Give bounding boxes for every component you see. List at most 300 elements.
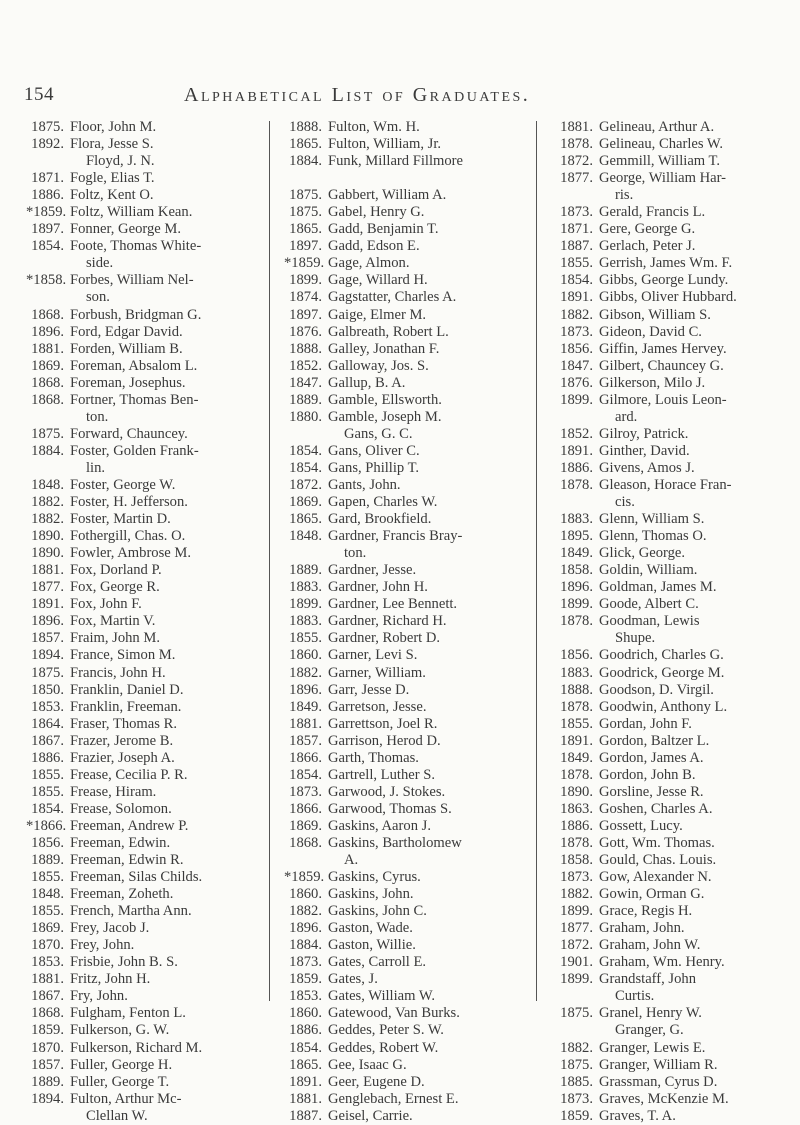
graduation-year: 1852. — [289, 357, 322, 374]
graduate-entry — [26, 426, 256, 443]
graduation-year: 1868. — [289, 834, 322, 851]
graduation-year: 1867. — [31, 732, 64, 749]
graduation-year: *1858. — [26, 272, 67, 289]
graduate-name: Goode, Albert C. — [599, 596, 699, 613]
graduate-entry — [26, 971, 256, 988]
graduate-name: Geddes, Peter S. W. — [328, 1022, 444, 1039]
graduate-name: Franklin, Daniel D. — [70, 681, 184, 698]
graduate-name: Gans, Oliver C. — [328, 442, 420, 459]
graduate-entry — [26, 1074, 256, 1091]
graduation-year: 1878. — [560, 766, 593, 783]
graduate-name: Gage, Almon. — [328, 255, 410, 272]
graduate-name: Gelineau, Arthur A. — [599, 119, 715, 135]
graduation-year: 1868. — [31, 391, 64, 408]
column-2 — [284, 119, 524, 1125]
graduate-entry — [284, 341, 524, 358]
graduate-name: Gardner, Richard H. — [328, 613, 447, 630]
graduate-name: Gatewood, Van Burks. — [328, 1005, 460, 1022]
graduate-entry — [26, 528, 256, 545]
graduation-year: 1858. — [560, 852, 593, 869]
graduate-entry — [284, 1074, 524, 1091]
graduation-year: 1887. — [560, 238, 593, 255]
graduation-year: 1901. — [560, 954, 593, 971]
graduate-entry — [284, 613, 524, 630]
graduation-year: 1882. — [289, 664, 322, 681]
graduate-entry — [555, 1108, 787, 1125]
graduate-entry — [555, 460, 787, 477]
graduation-year: 1884. — [289, 937, 322, 954]
graduation-year: 1868. — [31, 1005, 64, 1022]
graduation-year: 1865. — [289, 221, 322, 238]
graduation-year: 1855. — [31, 783, 64, 800]
graduate-entry — [26, 358, 256, 375]
graduate-name: Galloway, Jos. S. — [328, 357, 429, 374]
graduate-entry — [26, 238, 256, 255]
graduation-year: 1896. — [31, 613, 64, 630]
graduate-entry — [555, 818, 787, 835]
graduate-entry — [555, 153, 787, 170]
graduate-name: Gaskins, John C. — [328, 903, 427, 920]
entry-continuation: lin. — [86, 459, 106, 476]
graduation-year: 1854. — [289, 459, 322, 476]
graduate-entry — [26, 750, 256, 767]
graduation-year: 1873. — [560, 323, 593, 340]
graduation-year: *1866. — [26, 817, 67, 834]
graduate-entry — [284, 647, 524, 664]
graduate-entry — [26, 1040, 256, 1057]
graduate-name: Geisel, Carrie. — [328, 1107, 413, 1124]
graduate-entry — [284, 528, 524, 545]
graduate-name: Garrison, Herod D. — [328, 732, 441, 749]
graduate-entry — [555, 289, 787, 306]
graduation-year: 1899. — [289, 272, 322, 289]
graduate-name: Genglebach, Ernest E. — [328, 1090, 459, 1107]
entry-continuation: Clellan W. — [86, 1107, 148, 1124]
graduation-year: 1880. — [289, 408, 322, 425]
graduate-entry — [284, 920, 524, 937]
graduation-year: 1878. — [560, 834, 593, 851]
graduation-year: 1873. — [289, 783, 322, 800]
graduate-name: Gardner, Francis Bray- — [328, 528, 463, 545]
graduation-year: 1882. — [560, 1039, 593, 1056]
graduation-year: 1867. — [31, 988, 64, 1005]
graduate-name: Gaskins, John. — [328, 886, 414, 903]
graduate-name: Funk, Millard Fillmore — [328, 153, 463, 170]
graduate-entry — [26, 716, 256, 733]
graduate-name: Goodman, Lewis — [599, 613, 700, 630]
graduate-name: Gilbert, Chauncey G. — [599, 357, 724, 374]
graduate-name: Goodrick, George M. — [599, 664, 725, 681]
graduate-entry — [555, 613, 787, 630]
graduate-name: Frazer, Jerome B. — [70, 732, 174, 749]
graduate-name: Gordan, John F. — [599, 715, 692, 732]
graduation-year: 1897. — [289, 306, 322, 323]
graduate-entry — [555, 647, 787, 664]
graduation-year: 1883. — [289, 579, 322, 596]
graduation-year: 1890. — [560, 783, 593, 800]
graduation-year: 1848. — [289, 528, 322, 545]
graduate-name: Gapen, Charles W. — [328, 494, 438, 511]
graduate-name: Gow, Alexander N. — [599, 869, 712, 886]
graduate-name: Frey, Jacob J. — [70, 920, 150, 937]
graduate-entry — [284, 869, 524, 886]
graduation-year: 1870. — [31, 1039, 64, 1056]
graduate-entry — [555, 1074, 787, 1091]
graduate-name: Frease, Cecilia P. R. — [70, 766, 188, 783]
graduate-name: Graham, John. — [599, 920, 685, 937]
graduate-entry — [555, 324, 787, 341]
graduation-year: 1889. — [289, 562, 322, 579]
letter-spacer — [284, 170, 524, 187]
graduation-year: 1882. — [560, 886, 593, 903]
graduate-entry — [26, 903, 256, 920]
graduate-entry — [555, 170, 787, 187]
page-header — [24, 80, 740, 110]
graduate-entry — [284, 494, 524, 511]
column-1 — [26, 119, 256, 1125]
graduate-entry — [555, 358, 787, 375]
graduate-name: Freeman, Edwin R. — [70, 852, 184, 869]
graduation-year: 1873. — [560, 1090, 593, 1107]
graduation-year: 1881. — [31, 971, 64, 988]
graduate-entry — [26, 562, 256, 579]
graduate-entry — [26, 494, 256, 511]
graduate-entry — [284, 971, 524, 988]
graduate-name: Galley, Jonathan F. — [328, 340, 440, 357]
graduate-name: Gilmore, Louis Leon- — [599, 391, 727, 408]
graduation-year: 1859. — [560, 1107, 593, 1124]
graduate-name: Gould, Chas. Louis. — [599, 852, 717, 869]
graduation-year: 1896. — [560, 579, 593, 596]
graduate-name: Franklin, Freeman. — [70, 698, 182, 715]
graduate-name: Fox, John F. — [70, 596, 142, 613]
graduation-year: 1849. — [289, 698, 322, 715]
graduation-year: 1883. — [560, 511, 593, 528]
graduation-year: 1869. — [289, 494, 322, 511]
graduate-entry — [555, 596, 787, 613]
graduate-entry — [284, 324, 524, 341]
graduate-entry — [26, 869, 256, 886]
graduate-name: Forden, William B. — [70, 340, 183, 357]
graduate-entry — [284, 443, 524, 460]
graduation-year: 1896. — [289, 920, 322, 937]
graduate-name: Garwood, J. Stokes. — [328, 783, 446, 800]
graduation-year: 1873. — [289, 954, 322, 971]
graduation-year: 1866. — [289, 749, 322, 766]
graduate-name: Fuller, George T. — [70, 1073, 170, 1090]
entry-continuation: ard. — [615, 408, 638, 425]
graduate-entry — [284, 375, 524, 392]
graduation-year: 1877. — [560, 170, 593, 187]
graduate-name: Fritz, John H. — [70, 971, 151, 988]
graduation-year: *1859. — [284, 869, 325, 886]
graduation-year: 1854. — [289, 442, 322, 459]
graduate-name: Fulton, William, Jr. — [328, 136, 442, 153]
graduate-name: Gard, Brookfield. — [328, 511, 432, 528]
graduate-name: Geddes, Robert W. — [328, 1039, 439, 1056]
graduate-entry — [284, 579, 524, 596]
graduate-entry — [555, 1040, 787, 1057]
graduate-name: Gaige, Elmer M. — [328, 306, 427, 323]
graduation-year: 1882. — [31, 494, 64, 511]
graduate-name: Forbes, William Nel- — [70, 272, 194, 289]
column-divider — [269, 121, 270, 1001]
graduate-entry — [555, 733, 787, 750]
graduation-year: 1873. — [560, 204, 593, 221]
graduate-entry — [284, 307, 524, 324]
graduate-name: Geer, Eugene D. — [328, 1073, 425, 1090]
graduation-year: 1899. — [289, 596, 322, 613]
graduation-year: 1878. — [560, 476, 593, 493]
graduate-entry — [26, 886, 256, 903]
graduate-name: Grace, Regis H. — [599, 903, 693, 920]
graduation-year: 1853. — [31, 954, 64, 971]
graduation-year: 1856. — [31, 834, 64, 851]
graduate-name: Grandstaff, John — [599, 971, 697, 988]
graduation-year: 1855. — [31, 903, 64, 920]
graduate-entry — [555, 375, 787, 392]
graduate-name: Gorsline, Jesse R. — [599, 783, 704, 800]
graduate-entry — [555, 801, 787, 818]
graduate-name: Francis, John H. — [70, 664, 166, 681]
graduate-name: Gabel, Henry G. — [328, 204, 425, 221]
graduate-entry — [26, 835, 256, 852]
graduate-name: Gemmill, William T. — [599, 153, 721, 170]
graduate-entry — [284, 665, 524, 682]
graduate-entry — [26, 613, 256, 630]
graduation-year: 1888. — [560, 681, 593, 698]
graduate-entry — [555, 699, 787, 716]
graduate-name: Frazier, Joseph A. — [70, 749, 175, 766]
graduate-name: Foltz, William Kean. — [70, 204, 193, 221]
graduate-entry — [26, 545, 256, 562]
graduate-entry — [26, 647, 256, 664]
graduation-year: *1859. — [26, 204, 67, 221]
graduate-entry — [26, 920, 256, 937]
graduate-entry — [284, 358, 524, 375]
graduation-year: 1868. — [31, 374, 64, 391]
graduate-entry — [26, 954, 256, 971]
graduate-entry — [284, 1057, 524, 1074]
graduate-entry — [284, 699, 524, 716]
graduate-name: Gibson, William S. — [599, 306, 711, 323]
graduate-name: Flora, Jesse S. — [70, 136, 154, 153]
page-number: 154 — [24, 84, 54, 105]
graduation-year: 1860. — [289, 886, 322, 903]
graduate-name: Gates, J. — [328, 971, 378, 988]
graduate-name: Goshen, Charles A. — [599, 800, 713, 817]
graduate-entry — [26, 682, 256, 699]
graduate-name: Gerald, Francis L. — [599, 204, 706, 221]
graduate-entry — [555, 136, 787, 153]
graduation-year: 1876. — [289, 323, 322, 340]
graduate-entry — [284, 988, 524, 1005]
graduate-name: Fulton, Arthur Mc- — [70, 1090, 182, 1107]
graduate-entry — [26, 187, 256, 204]
graduate-name: Fraim, John M. — [70, 630, 160, 647]
graduate-entry — [284, 409, 524, 426]
graduate-entry — [555, 341, 787, 358]
graduate-entry — [26, 511, 256, 528]
graduate-entry — [284, 767, 524, 784]
graduate-entry — [555, 119, 787, 136]
graduate-entry — [26, 579, 256, 596]
graduation-year: 1868. — [31, 306, 64, 323]
graduate-entry — [26, 596, 256, 613]
graduation-year: 1875. — [289, 204, 322, 221]
graduation-year: 1872. — [560, 937, 593, 954]
graduate-entry — [26, 988, 256, 1005]
graduation-year: 1858. — [560, 562, 593, 579]
graduate-name: Gardner, Jesse. — [328, 562, 417, 579]
graduate-entry — [26, 341, 256, 358]
graduate-entry — [26, 937, 256, 954]
graduate-entry — [284, 153, 524, 170]
graduation-year: 1875. — [31, 119, 64, 135]
graduate-name: Glenn, William S. — [599, 511, 705, 528]
graduate-name: Goodson, D. Virgil. — [599, 681, 714, 698]
graduate-name: Gamble, Ellsworth. — [328, 391, 442, 408]
graduate-entry — [26, 375, 256, 392]
graduate-entry — [26, 1057, 256, 1074]
graduate-entry — [284, 119, 524, 136]
graduation-year: 1886. — [560, 459, 593, 476]
graduation-year: 1876. — [560, 374, 593, 391]
graduation-year: 1882. — [560, 306, 593, 323]
graduation-year: 1875. — [31, 425, 64, 442]
graduate-name: Fulkerson, G. W. — [70, 1022, 170, 1039]
graduation-year: 1883. — [560, 664, 593, 681]
entry-continuation: son. — [86, 289, 110, 306]
graduate-name: Forbush, Bridgman G. — [70, 306, 202, 323]
graduation-year: 1897. — [289, 238, 322, 255]
graduation-year: 1854. — [289, 766, 322, 783]
graduation-year: 1889. — [31, 1073, 64, 1090]
graduate-entry — [284, 903, 524, 920]
graduate-entry — [26, 324, 256, 341]
graduate-entry — [555, 511, 787, 528]
graduation-year: 1874. — [289, 289, 322, 306]
graduate-entry — [26, 136, 256, 153]
graduate-entry — [555, 835, 787, 852]
graduate-name: Ginther, David. — [599, 442, 690, 459]
graduate-entry — [555, 221, 787, 238]
graduate-name: Gabbert, William A. — [328, 187, 447, 204]
graduate-name: Fulton, Wm. H. — [328, 119, 420, 135]
graduate-name: Fox, Martin V. — [70, 613, 156, 630]
graduation-year: 1881. — [560, 119, 593, 135]
graduation-year: 1854. — [289, 1039, 322, 1056]
graduate-name: Fortner, Thomas Ben- — [70, 391, 199, 408]
graduation-year: 1847. — [560, 357, 593, 374]
graduation-year: 1857. — [289, 732, 322, 749]
graduate-entry — [555, 920, 787, 937]
column-divider — [536, 121, 537, 1001]
graduate-entry — [284, 801, 524, 818]
graduate-name: Gallup, B. A. — [328, 374, 406, 391]
graduation-year: 1871. — [560, 221, 593, 238]
entry-continuation: A. — [344, 852, 359, 869]
graduate-entry — [26, 699, 256, 716]
graduate-entry — [555, 767, 787, 784]
graduation-year: 1853. — [31, 698, 64, 715]
graduation-year: 1848. — [31, 476, 64, 493]
graduate-name: Foreman, Josephus. — [70, 374, 186, 391]
graduate-entry — [555, 443, 787, 460]
graduate-entry — [26, 307, 256, 324]
graduation-year: 1863. — [560, 800, 593, 817]
graduate-name: Gaskins, Bartholomew — [328, 834, 462, 851]
graduate-entry — [284, 750, 524, 767]
graduate-name: Gere, George G. — [599, 221, 696, 238]
graduate-entry — [284, 784, 524, 801]
graduate-name: Glenn, Thomas O. — [599, 528, 707, 545]
graduate-name: Gordon, James A. — [599, 749, 704, 766]
graduate-name: Gans, Phillip T. — [328, 459, 420, 476]
graduate-entry — [26, 665, 256, 682]
graduate-entry — [284, 1040, 524, 1057]
graduate-entry — [555, 545, 787, 562]
graduation-year: 1872. — [289, 476, 322, 493]
graduate-name: Gerlach, Peter J. — [599, 238, 696, 255]
graduation-year: 1881. — [289, 1090, 322, 1107]
graduate-entry — [284, 682, 524, 699]
graduation-year: 1855. — [560, 715, 593, 732]
graduation-year: 1875. — [560, 1005, 593, 1022]
graduate-name: Gowin, Orman G. — [599, 886, 705, 903]
graduate-name: Garner, William. — [328, 664, 426, 681]
graduate-name: Fowler, Ambrose M. — [70, 545, 192, 562]
graduate-entry — [555, 682, 787, 699]
graduate-name: Freeman, Zoheth. — [70, 886, 174, 903]
graduation-year: 1875. — [31, 664, 64, 681]
graduate-name: Fulkerson, Richard M. — [70, 1039, 203, 1056]
graduate-entry — [555, 937, 787, 954]
graduate-name: Fox, George R. — [70, 579, 160, 596]
graduate-name: Garth, Thomas. — [328, 749, 419, 766]
graduation-year: 1849. — [560, 749, 593, 766]
graduate-name: Gadd, Benjamin T. — [328, 221, 439, 238]
graduate-name: Givens, Amos J. — [599, 459, 695, 476]
graduation-year: 1894. — [31, 647, 64, 664]
graduate-entry — [555, 784, 787, 801]
graduation-year: 1896. — [289, 681, 322, 698]
graduate-entry — [26, 477, 256, 494]
graduate-entry — [284, 392, 524, 409]
graduation-year: 1854. — [31, 800, 64, 817]
graduation-year: 1864. — [31, 715, 64, 732]
graduate-entry — [284, 1005, 524, 1022]
graduation-year: 1884. — [31, 442, 64, 459]
graduate-name: Gardner, Robert D. — [328, 630, 441, 647]
graduate-name: Fox, Dorland P. — [70, 562, 162, 579]
entry-continuation: Curtis. — [615, 988, 655, 1005]
graduate-name: Goodrich, Charles G. — [599, 647, 724, 664]
graduate-entry — [284, 460, 524, 477]
graduate-entry — [555, 579, 787, 596]
graduation-year: 1865. — [289, 136, 322, 153]
graduate-entry — [26, 392, 256, 409]
graduate-entry — [284, 477, 524, 494]
graduation-year: 1891. — [560, 289, 593, 306]
graduation-year: 1881. — [31, 562, 64, 579]
entry-continuation: side. — [86, 255, 114, 272]
graduate-entry — [26, 852, 256, 869]
graduation-year: 1886. — [289, 1022, 322, 1039]
graduate-entry — [555, 426, 787, 443]
graduation-year: 1891. — [560, 442, 593, 459]
graduate-name: Gee, Isaac G. — [328, 1056, 407, 1073]
